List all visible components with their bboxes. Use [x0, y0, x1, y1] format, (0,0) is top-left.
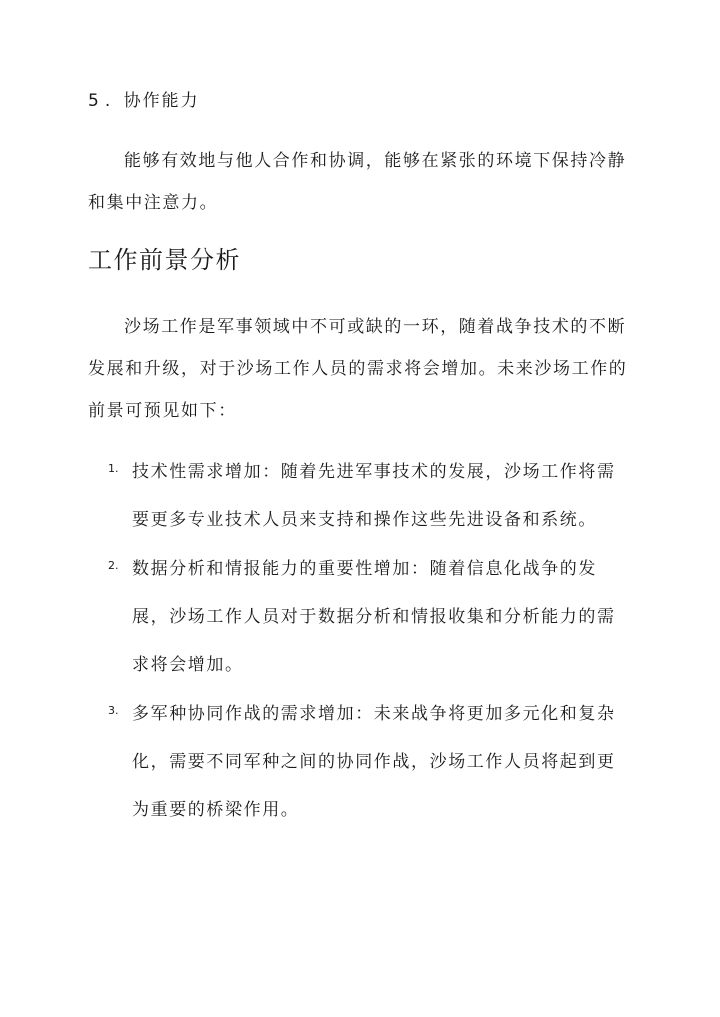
section-title: 工作前景分析	[88, 246, 241, 274]
intro-paragraph: 沙场工作是军事领域中不可或缺的一环，随着战争技术的不断发展和升级，对于沙场工作人员的需求将会增加。未来沙场工作的前景可预见如下：	[88, 317, 628, 421]
ability-heading-number: 5.	[88, 91, 117, 111]
ability-heading-title: 协作能力	[123, 91, 200, 111]
list-item-text: 数据分析和情报能力的重要性增加：随着信息化战争的发展，沙场工作人员对于数据分析和情报收集和分析能力的需求将会增加。	[132, 559, 616, 675]
list-item-text: 多军种协同作战的需求增加：未来战争将更加多元化和复杂化，需要不同军种之间的协同作战，沙场工作人员将起到更为重要的桥梁作用。	[132, 704, 616, 820]
ability-paragraph: 能够有效地与他人合作和协调，能够在紧张的环境下保持冷静和集中注意力。	[88, 151, 627, 213]
ability-heading	[88, 88, 200, 114]
list-item-marker: 3.	[108, 704, 119, 717]
list-item-marker: 2.	[108, 559, 119, 572]
list-item-text: 技术性需求增加：随着先进军事技术的发展，沙场工作将需要更多专业技术人员来支持和操作这些先进设备和系统。	[132, 462, 616, 530]
list-item-marker: 1.	[108, 462, 119, 475]
